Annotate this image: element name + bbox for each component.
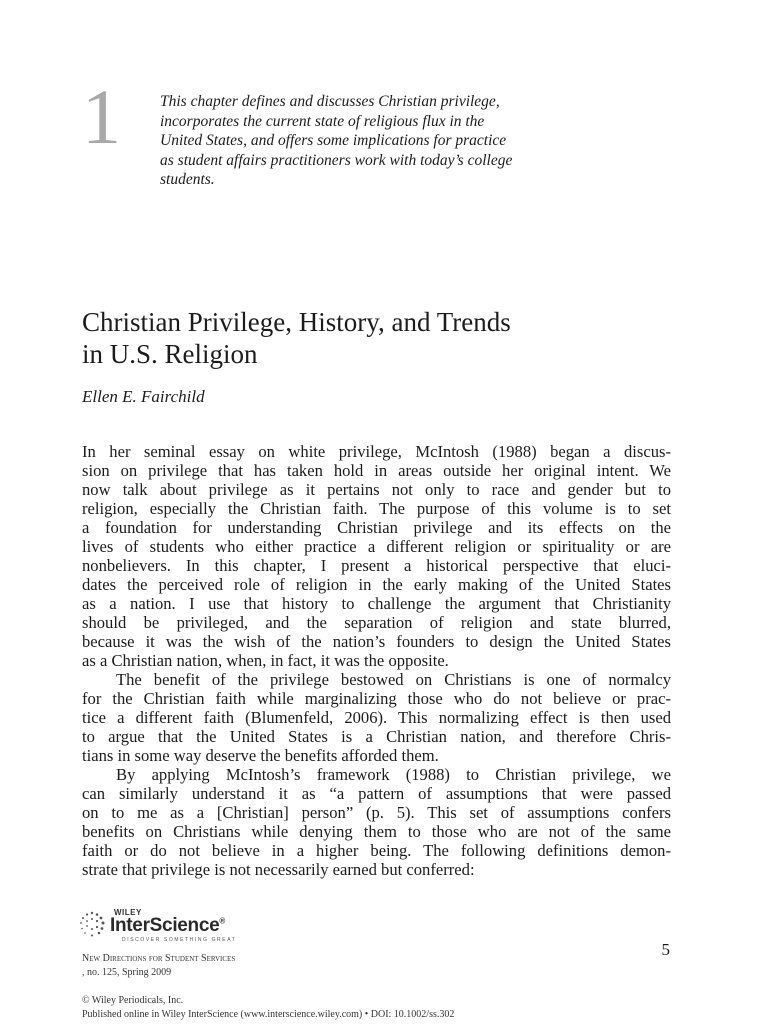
body-text bbox=[82, 442, 671, 879]
abstract-line: as student affairs practitioners work with today’s college bbox=[160, 151, 513, 169]
author-name: Ellen E. Fairchild bbox=[82, 387, 205, 406]
abstract-line: This chapter defines and discusses Christian privilege, bbox=[160, 93, 500, 110]
body-line: nonbelievers. In this chapter, I present a historical perspective that eluci- bbox=[82, 556, 671, 575]
body-line: The benefit of the privilege bestowed on Christians is one of normalcy bbox=[116, 670, 671, 689]
abstract-line: United States, and offers some implications for practice bbox=[160, 132, 507, 149]
logo-brand-text: InterScience bbox=[110, 915, 220, 936]
abstract-line: incorporates the current state of religious flux in the bbox=[160, 112, 485, 130]
copyright-notice: © Wiley Periodicals, Inc. bbox=[82, 995, 184, 1006]
abstract-line: students. bbox=[160, 171, 215, 188]
footer-published-line: Published online in Wiley InterScience (www.interscience.wiley.com) • DOI: 10.1002/ss.302 bbox=[82, 1009, 455, 1020]
footer-citation-line bbox=[82, 952, 602, 1008]
body-line: to argue that the United States is a Christian nation, and therefore Chris- bbox=[82, 727, 671, 746]
body-line: for the Christian faith while marginalizing those who do not believe or prac- bbox=[82, 689, 671, 708]
paragraph bbox=[82, 670, 671, 765]
body-line: as a nation. I use that history to challenge the argument that Christianity bbox=[82, 594, 671, 613]
title-line: Christian Privilege, History, and Trends bbox=[82, 307, 511, 337]
body-line: In her seminal essay on white privilege, McIntosh (1988) began a discus- bbox=[82, 442, 671, 461]
logo-tagline: DISCOVER SOMETHING GREAT bbox=[122, 937, 237, 943]
logo-brand-small: WILEY bbox=[114, 908, 142, 917]
body-line: a foundation for understanding Christian privilege and its effects on the bbox=[82, 518, 671, 537]
body-line: tians in some way deserve the benefits afforded them. bbox=[82, 746, 439, 765]
body-line: By applying McIntosh’s framework (1988) to Christian privilege, we bbox=[116, 765, 671, 784]
paragraph bbox=[82, 442, 671, 670]
body-line: religion, especially the Christian faith. The purpose of this volume is to set bbox=[82, 499, 671, 518]
body-line: lives of students who either practice a different religion or spirituality or are bbox=[82, 537, 671, 556]
body-line: as a Christian nation, when, in fact, it was the opposite. bbox=[82, 651, 449, 670]
chapter-abstract bbox=[160, 92, 620, 190]
body-line: faith or do not believe in a higher being. The following definitions demon- bbox=[82, 841, 671, 860]
page-footer bbox=[82, 952, 602, 1022]
article-title bbox=[82, 306, 682, 370]
chapter-number: 1 bbox=[82, 73, 121, 160]
paragraph bbox=[82, 765, 671, 879]
logo-brand-main bbox=[110, 915, 225, 937]
body-line: on to me as a [Christian] person” (p. 5). This set of assumptions confers bbox=[82, 803, 671, 822]
body-line: strate that privilege is not necessarily earned but conferred: bbox=[82, 860, 475, 879]
body-line: benefits on Christians while denying them to those who are not of the same bbox=[82, 822, 671, 841]
body-line: tice a different faith (Blumenfeld, 2006). This normalizing effect is then used bbox=[82, 708, 671, 727]
wiley-interscience-logo bbox=[78, 906, 278, 946]
registered-mark: ® bbox=[219, 916, 226, 926]
body-line: because it was the wish of the nation’s founders to design the United States bbox=[82, 632, 671, 651]
issue-info: , no. 125, Spring 2009 bbox=[82, 967, 172, 978]
body-line: should be privileged, and the separation of religion and state blurred, bbox=[82, 613, 671, 632]
body-line: sion on privilege that has taken hold in areas outside her original intent. We bbox=[82, 461, 671, 480]
body-line: can similarly understand it as “a pattern of assumptions that were passed bbox=[82, 784, 671, 803]
body-line: dates the perceived role of religion in the early making of the United States bbox=[82, 575, 671, 594]
dotted-sphere-icon bbox=[78, 910, 106, 938]
journal-name: New Directions for Student Services bbox=[82, 953, 236, 964]
page-number: 5 bbox=[661, 940, 670, 959]
title-line: in U.S. Religion bbox=[82, 339, 258, 369]
body-line: now talk about privilege as it pertains not only to race and gender but to bbox=[82, 480, 671, 499]
